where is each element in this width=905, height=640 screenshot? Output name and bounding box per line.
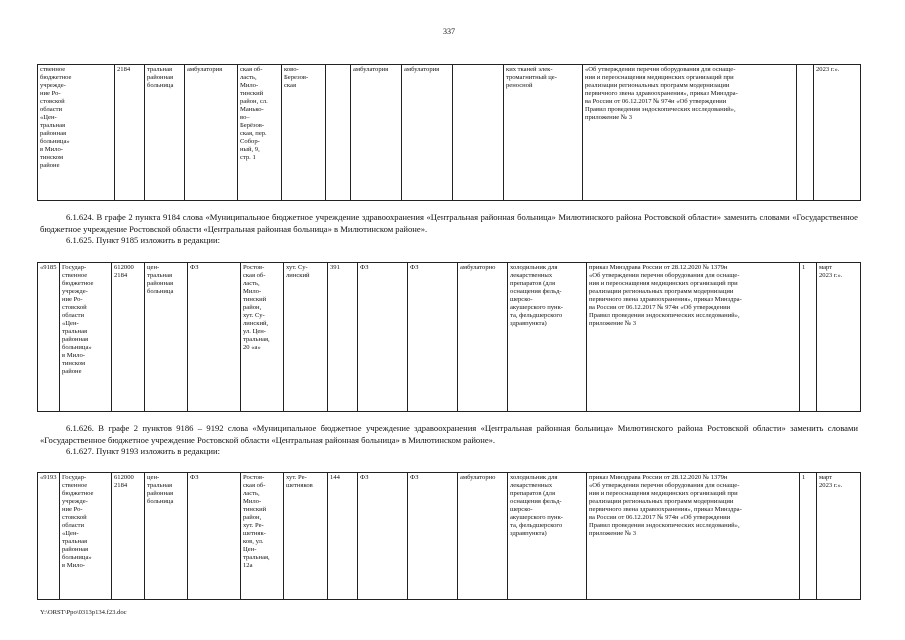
cell-code: 612000 2184 <box>112 473 145 600</box>
cell-quantity: 1 <box>800 473 817 600</box>
cell-address: Ростов- ская об- ласть, Мило- тинский район, хут. Ре- шетняк- ков, ул. Цен- тральная, 12а <box>241 473 284 600</box>
cell-type: тральная районная больница <box>145 65 185 201</box>
cell-category-b: ФЗ <box>408 263 458 412</box>
cell-care-form: амбулаторно <box>458 473 508 600</box>
table-row <box>38 65 861 201</box>
cell-legal-basis: «Об утверждении перечня оборудования для оснаще- ния и переоснащения медицинских организаций при реализации региональных программ модернизации первичного звена здравоохранения», приказ Минздра- ва России от 06.12.2017 № 974н «Об утверждении Правил проведения эндоскопических исследований», приложение № 3 <box>583 65 797 201</box>
register-table-item-9193 <box>37 472 861 600</box>
cell-category-b: ФЗ <box>408 473 458 600</box>
cell-type: цен- тральная районная больница <box>145 263 188 412</box>
cell-organization: ственное бюджетное учрежде- ние Ро- стовской области «Цен- тральная районная больница» в Мило- тинском районе <box>38 65 115 201</box>
cell-organization: Государ- ственное бюджетное учрежде- ние Ро- стовской области «Цен- тральная районная больница» в Мило- тинском районе <box>60 263 112 412</box>
paragraph-6-1-626: 6.1.626. В графе 2 пунктов 9186 – 9192 слова «Муниципальное бюджетное учреждение здравоохранения «Центральная районная больница» Милютинского района Ростовской области» заменить словами «Государственное бюджетное учреждение Ростовской области «Центральная районная больница» в Милютинском районе». <box>40 423 858 445</box>
cell-deadline: март 2023 г.». <box>817 263 861 412</box>
cell-address: ская об- ласть, Мило- тинский район, сл. Манько- во– Берёзов- ская, пер. Собор- ный, 9, стр. 1 <box>238 65 282 201</box>
cell-quantity <box>797 65 814 201</box>
cell-settlement: ково- Березов- ская <box>282 65 326 201</box>
cell-quantity: 1 <box>800 263 817 412</box>
paragraph-6-1-627: 6.1.627. Пункт 9193 изложить в редакции: <box>66 446 220 456</box>
cell-legal-basis: приказ Минздрава России от 28.12.2020 № 1379н «Об утверждении перечня оборудования для оснаще- ния и переоснащения медицинских организаций при реализации региональных программ модернизации первичного звена здравоохранения», приказ Минздра- ва России от 06.12.2017 № 974н «Об утверждении Правил проведения эндоскопических исследований», приложение № 3 <box>587 473 800 600</box>
cell-equipment: холодильник для лекарственных препаратов (для оснащения фельд- шерско- акушерского пунк- та, фельдшерского здравпункта) <box>508 473 587 600</box>
cell-number: «9193 <box>38 473 60 600</box>
cell-unit: ФЗ <box>188 263 241 412</box>
cell-unit: ФЗ <box>188 473 241 600</box>
cell-code: 2184 <box>115 65 145 201</box>
register-table-continuation <box>37 64 861 201</box>
paragraph-6-1-625: 6.1.625. Пункт 9185 изложить в редакции: <box>66 235 220 245</box>
cell-category-a: ФЗ <box>358 263 408 412</box>
register-table-item-9185 <box>37 262 861 412</box>
cell-type: цен- тральная районная больница <box>145 473 188 600</box>
cell-deadline: март 2023 г.». <box>817 473 861 600</box>
cell-organization: Государ- ственное бюджетное учрежде- ние Ро- стовской области «Цен- тральная районная больница» в Мило- <box>60 473 112 600</box>
cell-care-form <box>453 65 504 201</box>
cell-settlement: хут. Ре- шетняков <box>284 473 328 600</box>
cell-address: Ростов- ская об- ласть, Мило- тинский район, хут. Су- линский, ул. Цен- тральная, 20 «а» <box>241 263 284 412</box>
cell-category-a: амбулатория <box>351 65 402 201</box>
cell-care-form: амбулаторно <box>458 263 508 412</box>
cell-settlement: хут. Су- линский <box>284 263 328 412</box>
cell-category-a: ФЗ <box>358 473 408 600</box>
cell-population: 391 <box>328 263 358 412</box>
cell-code: 612000 2184 <box>112 263 145 412</box>
cell-equipment: ких тканей элек- тромагнитный це- реносной <box>504 65 583 201</box>
table-row <box>38 473 861 600</box>
file-path-footer: Y:\ORST\Ppo\0313p134.f23.doc <box>40 609 127 616</box>
cell-population <box>326 65 351 201</box>
cell-unit: амбулатория <box>185 65 238 201</box>
cell-population: 144 <box>328 473 358 600</box>
table-row <box>38 263 861 412</box>
page-number: 337 <box>443 27 455 36</box>
cell-equipment: холодильник для лекарственных препаратов (для оснащения фельд- шерско- акушерского пунк- та, фельдшерского здравпункта) <box>508 263 587 412</box>
paragraph-6-1-624: 6.1.624. В графе 2 пункта 9184 слова «Муниципальное бюджетное учреждение здравоохранения «Центральная районная больница» Милютинского района Ростовской области» заменить словами «Государственное бюджетное учреждение Ростовской области «Центральная районная больница» в Милютинском районе». <box>40 212 858 234</box>
cell-number: «9185 <box>38 263 60 412</box>
cell-category-b: амбулатория <box>402 65 453 201</box>
cell-legal-basis: приказ Минздрава России от 28.12.2020 № 1379н «Об утверждении перечня оборудования для оснаще- ния и переоснащения медицинских организаций при реализации региональных программ модернизации первичного звена здравоохранения», приказ Минздра- ва России от 06.12.2017 № 974н «Об утверждении Правил проведения эндоскопических исследований», приложение № 3 <box>587 263 800 412</box>
cell-deadline: 2023 г.». <box>814 65 861 201</box>
